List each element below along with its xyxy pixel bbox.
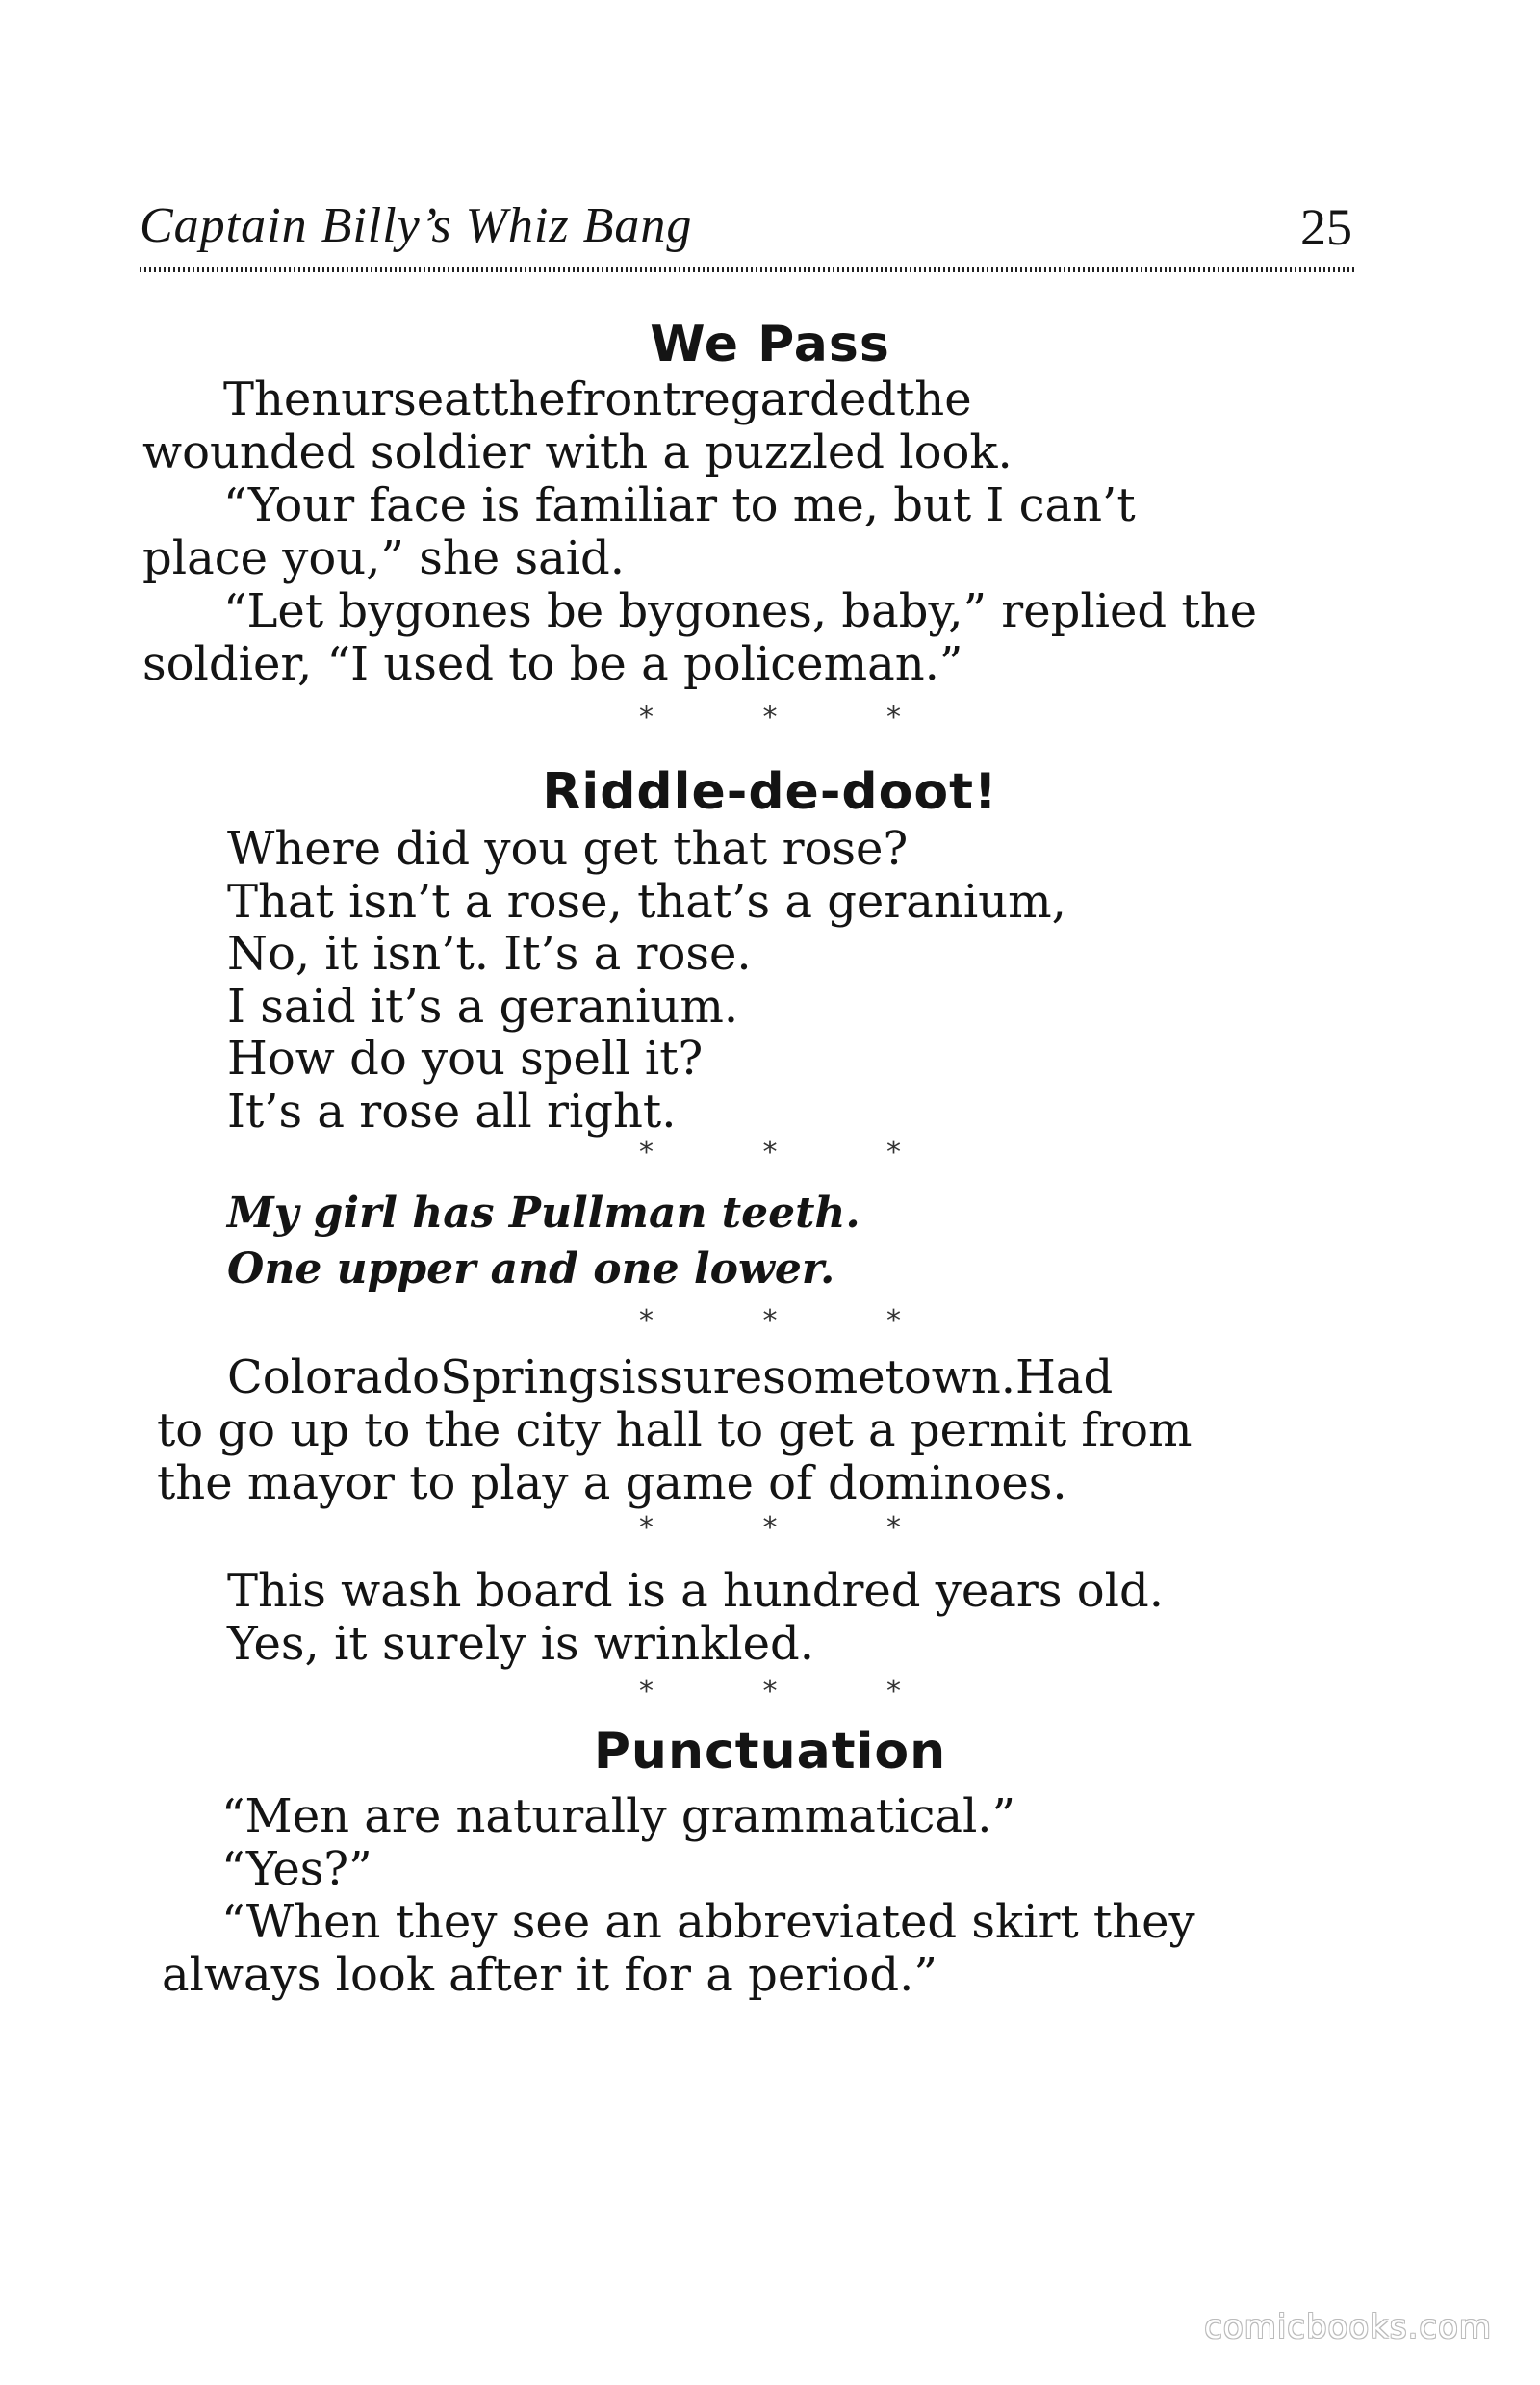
pullman-joke bbox=[227, 1186, 860, 1297]
word: the bbox=[895, 372, 972, 426]
text-line: soldier, “I used to be a policeman.” bbox=[142, 637, 963, 691]
separator-stars: * * * bbox=[638, 1136, 952, 1169]
separator-stars: * * * bbox=[638, 1675, 952, 1708]
heading-riddle-de-doot: Riddle-de-doot! bbox=[542, 763, 998, 821]
watermark: comicbooks.com bbox=[1204, 2308, 1492, 2347]
word: Springs bbox=[440, 1350, 622, 1404]
washboard-joke bbox=[227, 1565, 1164, 1670]
word: some bbox=[762, 1350, 886, 1404]
word: nurse bbox=[311, 372, 445, 426]
separator-stars: * * * bbox=[638, 1511, 952, 1545]
word: town. bbox=[885, 1350, 1016, 1404]
verse-line: It’s a rose all right. bbox=[227, 1084, 677, 1139]
separator-stars: * * * bbox=[638, 701, 952, 734]
text-line: place you,” she said. bbox=[142, 531, 626, 585]
word: Colorado bbox=[227, 1350, 441, 1404]
text-line: “When they see an abbreviated skirt they bbox=[221, 1895, 1195, 1949]
text-line: “Men are naturally grammatical.” bbox=[221, 1789, 1016, 1843]
verse-line: Where did you get that rose? bbox=[227, 822, 909, 876]
text-line: the mayor to play a game of dominoes. bbox=[157, 1456, 1067, 1510]
magazine-title: Captain Billy’s Whiz Bang bbox=[140, 198, 693, 253]
riddle-verse bbox=[227, 823, 1066, 1138]
heading-punctuation: Punctuation bbox=[593, 1723, 947, 1781]
verse-line: That isn’t a rose, that’s a geranium, bbox=[227, 874, 1066, 929]
we-pass-paragraph-1 bbox=[142, 373, 1350, 479]
text-line: Yes, it surely is wrinkled. bbox=[227, 1616, 814, 1671]
joke-line: My girl has Pullman teeth. bbox=[227, 1189, 860, 1238]
text-line: “Your face is familiar to me, but I can’t bbox=[223, 478, 1136, 532]
separator-stars: * * * bbox=[638, 1304, 952, 1338]
text-line: “Let bygones be bygones, baby,” replied the bbox=[223, 584, 1258, 638]
word: Had bbox=[1015, 1350, 1114, 1404]
word: regarded bbox=[680, 372, 896, 426]
colorado-paragraph bbox=[157, 1351, 1360, 1510]
text-line bbox=[142, 373, 1350, 426]
running-header bbox=[140, 197, 1352, 265]
joke-line: One upper and one lower. bbox=[227, 1244, 835, 1294]
word: front bbox=[565, 372, 681, 426]
we-pass-paragraph-3 bbox=[142, 585, 1350, 691]
heading-we-pass: We Pass bbox=[650, 316, 890, 373]
word: is bbox=[621, 1350, 660, 1404]
word: The bbox=[223, 372, 312, 426]
text-line: to go up to the city hall to get a permit from bbox=[157, 1403, 1193, 1457]
header-rule bbox=[140, 267, 1354, 272]
page-number: 25 bbox=[1300, 198, 1352, 256]
word: the bbox=[490, 372, 566, 426]
text-line: always look after it for a period.” bbox=[162, 1948, 937, 2002]
word: at bbox=[444, 372, 491, 426]
word: sure bbox=[659, 1350, 763, 1404]
verse-line: I said it’s a geranium. bbox=[227, 979, 739, 1034]
text-line: “Yes?” bbox=[221, 1842, 372, 1896]
text-line: This wash board is a hundred years old. bbox=[227, 1564, 1164, 1618]
text-line bbox=[157, 1351, 1360, 1404]
verse-line: No, it isn’t. It’s a rose. bbox=[227, 927, 752, 981]
punctuation-dialogue bbox=[162, 1790, 1355, 2002]
we-pass-paragraph-2 bbox=[142, 479, 1350, 585]
text-line: wounded soldier with a puzzled look. bbox=[142, 425, 1013, 479]
verse-line: How do you spell it? bbox=[227, 1032, 704, 1086]
